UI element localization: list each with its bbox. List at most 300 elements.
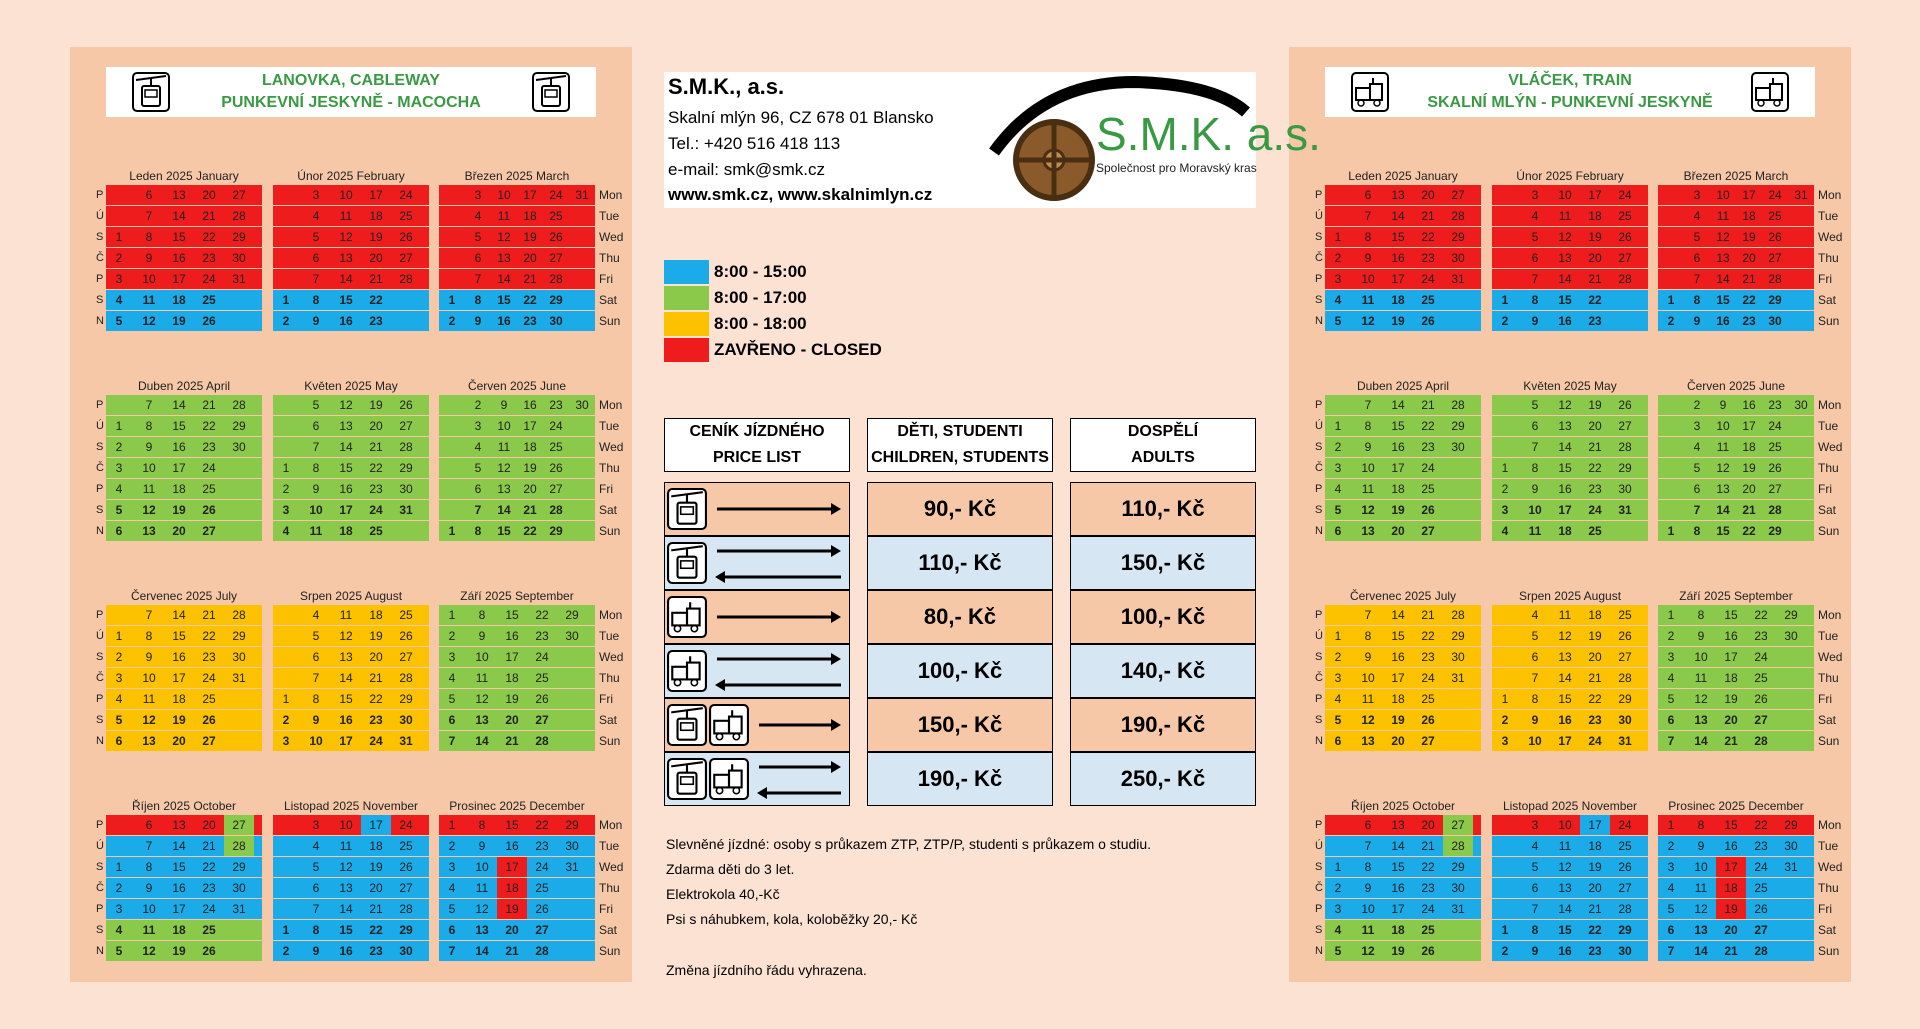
day-cell: 30	[1618, 944, 1632, 958]
day-name-en: Tue	[1818, 209, 1839, 223]
day-cell: 11	[142, 293, 156, 307]
day-cell: 10	[142, 671, 156, 685]
day-cell: 19	[1742, 230, 1756, 244]
day-cell: 16	[172, 251, 186, 265]
day-name-en: Wed	[599, 860, 624, 874]
price-children	[867, 644, 1053, 698]
day-cell: 18	[172, 923, 186, 937]
week-row	[1492, 416, 1648, 436]
day-letter: Ú	[1315, 420, 1323, 432]
day-cell: 2	[115, 650, 123, 664]
day-cell: 19	[369, 629, 383, 643]
day-cell: 9	[1531, 713, 1539, 727]
week-row	[1492, 920, 1648, 940]
day-cell: 10	[1558, 818, 1572, 832]
day-cell: 27	[1618, 251, 1632, 265]
day-cell: 13	[1558, 650, 1572, 664]
day-name-en: Sat	[1818, 923, 1837, 937]
month-title: Září 2025 September	[1679, 589, 1793, 603]
day-cell: 5	[1693, 230, 1701, 244]
day-cell: 21	[1588, 902, 1602, 916]
day-cell: 20	[505, 923, 519, 937]
price-adults	[1070, 752, 1256, 806]
week-row	[1325, 920, 1481, 940]
week-row	[1325, 311, 1481, 331]
day-cell: 25	[1421, 692, 1435, 706]
day-cell: 14	[1716, 503, 1730, 517]
day-cell: 26	[202, 314, 216, 328]
day-cell: 30	[1451, 251, 1465, 265]
day-cell: 6	[448, 713, 456, 727]
day-name-en: Wed	[1818, 650, 1843, 664]
day-cell: 18	[1588, 209, 1602, 223]
train-subtitle: SKALNÍ MLÝN - PUNKEVNÍ JESKYNĚ	[1427, 94, 1713, 111]
day-cell: 10	[142, 272, 156, 286]
week-row	[1492, 710, 1648, 730]
train-banner	[1325, 67, 1815, 117]
week-row	[439, 290, 595, 310]
day-cell: 19	[1724, 902, 1738, 916]
day-cell: 24	[1421, 671, 1435, 685]
day-cell: 3	[1667, 650, 1675, 664]
day-letter: P	[1315, 273, 1323, 285]
day-cell: 29	[1618, 923, 1632, 937]
week-row	[273, 857, 429, 877]
day-cell: 11	[475, 881, 489, 895]
day-cell: 4	[1334, 692, 1342, 706]
day-cell: 19	[1588, 860, 1602, 874]
week-row	[1492, 605, 1648, 625]
day-cell: 28	[1768, 272, 1782, 286]
day-cell: 11	[339, 608, 353, 622]
day-cell: 23	[1421, 251, 1435, 265]
legend-swatch-blue	[664, 260, 709, 284]
day-cell: 18	[1724, 881, 1738, 895]
day-cell: 26	[535, 692, 549, 706]
day-cell: 3	[115, 272, 123, 286]
day-cell: 6	[1364, 188, 1372, 202]
day-cell: 8	[312, 461, 320, 475]
day-name-en: Tue	[599, 209, 620, 223]
day-cell: 14	[475, 734, 489, 748]
price-header-route-cz: CENÍK JÍZDNÉHO	[689, 423, 825, 440]
week-row	[1658, 878, 1814, 898]
day-name-en: Mon	[1818, 608, 1842, 622]
price-children-value: 110,- Kč	[918, 550, 1002, 575]
day-cell: 15	[339, 692, 353, 706]
day-cell: 28	[535, 944, 549, 958]
day-cell: 23	[202, 881, 216, 895]
day-cell: 3	[1693, 188, 1701, 202]
day-cell: 18	[523, 440, 537, 454]
week-row	[1492, 521, 1648, 541]
day-cell: 4	[448, 881, 456, 895]
day-letter: Č	[1315, 252, 1323, 264]
day-cell: 7	[474, 272, 482, 286]
day-cell: 17	[172, 671, 186, 685]
day-cell: 29	[232, 629, 246, 643]
day-cell: 28	[399, 671, 413, 685]
day-cell: 23	[1742, 314, 1756, 328]
day-cell: 26	[1768, 230, 1782, 244]
day-cell: 14	[172, 209, 186, 223]
logo-subtitle: Společnost pro Moravský kras	[1096, 161, 1257, 175]
day-cell: 15	[497, 524, 511, 538]
day-cell: 27	[1421, 524, 1435, 538]
day-cell: 24	[1754, 860, 1768, 874]
day-name-en: Wed	[599, 440, 624, 454]
day-cell: 20	[523, 482, 537, 496]
day-cell: 29	[232, 419, 246, 433]
day-cell: 26	[1618, 629, 1632, 643]
day-cell: 20	[523, 251, 537, 265]
day-cell: 22	[523, 293, 537, 307]
price-adults-value: 150,- Kč	[1120, 550, 1206, 575]
day-cell: 30	[399, 482, 413, 496]
day-cell: 5	[448, 902, 456, 916]
day-name-en: Sat	[599, 293, 618, 307]
month-title: Červen 2025 June	[1686, 379, 1786, 393]
week-row	[1658, 815, 1814, 835]
company-web[interactable]: www.smk.cz, www.skalnimlyn.cz	[668, 185, 933, 204]
week-row	[273, 815, 429, 835]
day-cell: 26	[1618, 230, 1632, 244]
day-cell: 15	[172, 230, 186, 244]
day-cell: 28	[1768, 503, 1782, 517]
day-cell: 25	[399, 209, 413, 223]
day-cell: 5	[1693, 461, 1701, 475]
month-title: Srpen 2025 August	[299, 589, 403, 603]
month-title: Leden 2025 January	[1348, 169, 1458, 183]
month-title: Září 2025 September	[460, 589, 574, 603]
day-cell: 6	[115, 734, 123, 748]
day-cell: 19	[1588, 398, 1602, 412]
day-cell: 6	[115, 524, 123, 538]
day-cell: 21	[505, 944, 519, 958]
day-cell: 12	[339, 230, 353, 244]
week-row	[1492, 269, 1648, 289]
day-cell: 5	[1667, 902, 1675, 916]
day-cell: 17	[1724, 650, 1738, 664]
day-cell: 17	[505, 650, 519, 664]
day-cell: 9	[1693, 314, 1701, 328]
day-cell: 17	[1391, 671, 1405, 685]
day-cell: 20	[1421, 818, 1435, 832]
day-cell: 23	[1768, 398, 1782, 412]
day-cell: 1	[1334, 629, 1342, 643]
day-cell: 13	[1558, 251, 1572, 265]
week-row	[439, 416, 595, 436]
day-cell: 1	[1667, 818, 1675, 832]
company-email[interactable]: e-mail: smk@smk.cz	[668, 160, 826, 179]
day-cell: 3	[312, 188, 320, 202]
day-cell: 25	[549, 209, 563, 223]
month-title: Květen 2025 May	[304, 379, 398, 393]
day-cell: 15	[1716, 293, 1730, 307]
day-name-en: Tue	[1818, 419, 1839, 433]
price-children-value: 150,- Kč	[917, 712, 1003, 737]
week-row	[439, 227, 595, 247]
day-cell: 27	[1451, 818, 1465, 832]
day-cell: 26	[1421, 314, 1435, 328]
day-cell: 31	[1451, 671, 1465, 685]
week-row	[273, 878, 429, 898]
day-cell: 20	[172, 524, 186, 538]
day-cell: 2	[282, 482, 290, 496]
day-cell: 13	[172, 188, 186, 202]
day-cell: 2	[115, 251, 123, 265]
day-cell: 25	[202, 692, 216, 706]
day-cell: 12	[475, 902, 489, 916]
day-cell: 18	[172, 293, 186, 307]
day-cell: 1	[1334, 230, 1342, 244]
day-letter: S	[96, 714, 104, 726]
day-letter: Č	[1315, 672, 1323, 684]
day-cell: 29	[399, 692, 413, 706]
day-cell: 8	[478, 608, 486, 622]
day-cell: 11	[1361, 692, 1375, 706]
week-row	[106, 878, 262, 898]
one-way-arrow-icon	[713, 483, 843, 540]
day-cell: 15	[505, 818, 519, 832]
day-letter: P	[96, 399, 104, 411]
day-cell: 21	[505, 734, 519, 748]
week-row	[1492, 227, 1648, 247]
day-cell: 16	[339, 944, 353, 958]
day-cell: 6	[1693, 251, 1701, 265]
day-cell: 5	[1531, 230, 1539, 244]
day-cell: 29	[1784, 818, 1798, 832]
day-cell: 3	[312, 818, 320, 832]
day-cell: 25	[535, 671, 549, 685]
day-cell: 31	[575, 188, 589, 202]
day-cell: 3	[448, 860, 456, 874]
day-cell: 11	[1558, 839, 1572, 853]
day-cell: 3	[474, 188, 482, 202]
day-cell: 7	[145, 839, 153, 853]
day-letter: N	[1315, 525, 1323, 537]
week-row	[273, 479, 429, 499]
week-row	[273, 626, 429, 646]
day-cell: 9	[312, 314, 320, 328]
day-name-en: Fri	[599, 482, 613, 496]
day-cell: 29	[232, 860, 246, 874]
day-letter: S	[96, 861, 104, 873]
day-cell: 14	[1391, 608, 1405, 622]
day-cell: 27	[232, 188, 246, 202]
week-row	[1325, 437, 1481, 457]
price-children	[867, 482, 1053, 536]
day-cell: 5	[1334, 503, 1342, 517]
day-cell: 26	[535, 902, 549, 916]
day-cell: 27	[535, 713, 549, 727]
day-cell: 10	[475, 860, 489, 874]
week-row	[1325, 227, 1481, 247]
day-cell: 12	[497, 230, 511, 244]
day-cell: 15	[1716, 524, 1730, 538]
day-cell: 7	[1364, 608, 1372, 622]
note-changes-reserved: Změna jízdního řádu vyhrazena.	[666, 962, 867, 978]
day-cell: 14	[1558, 440, 1572, 454]
week-row	[106, 416, 262, 436]
day-cell: 23	[535, 629, 549, 643]
day-cell: 20	[369, 251, 383, 265]
day-cell: 22	[1742, 524, 1756, 538]
day-cell: 27	[1754, 923, 1768, 937]
day-cell: 8	[1697, 608, 1705, 622]
day-cell: 21	[202, 608, 216, 622]
week-row	[439, 920, 595, 940]
day-letter: Ú	[1315, 630, 1323, 642]
day-cell: 24	[399, 188, 413, 202]
week-row	[106, 437, 262, 457]
day-cell: 22	[1421, 629, 1435, 643]
week-row	[1492, 941, 1648, 961]
day-cell: 19	[369, 230, 383, 244]
day-cell: 23	[1421, 881, 1435, 895]
day-cell: 13	[339, 650, 353, 664]
day-cell: 4	[448, 671, 456, 685]
day-cell: 21	[1421, 608, 1435, 622]
day-name-en: Fri	[599, 272, 613, 286]
day-cell: 1	[1667, 608, 1675, 622]
day-cell: 1	[1501, 461, 1509, 475]
week-row	[273, 731, 429, 751]
day-name-en: Sun	[599, 734, 621, 748]
day-cell: 24	[1618, 818, 1632, 832]
day-cell: 7	[145, 608, 153, 622]
day-cell: 16	[1558, 482, 1572, 496]
day-name-en: Fri	[1818, 692, 1832, 706]
day-cell: 8	[1364, 629, 1372, 643]
week-row	[439, 899, 595, 919]
day-cell: 29	[549, 293, 563, 307]
day-letter: Č	[96, 882, 104, 894]
day-cell: 4	[115, 692, 123, 706]
day-cell: 4	[1693, 440, 1701, 454]
day-name-en: Mon	[1818, 398, 1842, 412]
day-cell: 13	[1716, 482, 1730, 496]
day-cell: 14	[497, 503, 511, 517]
price-route-cell	[664, 536, 850, 590]
day-cell: 24	[202, 461, 216, 475]
day-cell: 31	[232, 902, 246, 916]
day-cell: 28	[1618, 440, 1632, 454]
day-cell: 1	[448, 293, 456, 307]
day-cell: 12	[1361, 713, 1375, 727]
day-cell: 16	[1558, 713, 1572, 727]
week-row	[273, 458, 429, 478]
day-cell: 17	[505, 860, 519, 874]
week-row	[1325, 836, 1481, 856]
day-cell: 15	[1558, 923, 1572, 937]
day-cell: 25	[202, 923, 216, 937]
day-cell: 7	[145, 398, 153, 412]
day-cell: 27	[399, 650, 413, 664]
day-cell: 3	[448, 650, 456, 664]
day-cell: 1	[115, 230, 123, 244]
week-row	[1658, 500, 1814, 520]
day-letter: Ú	[96, 420, 104, 432]
day-cell: 4	[474, 209, 482, 223]
week-row	[1325, 521, 1481, 541]
day-cell: 2	[1334, 251, 1342, 265]
month-title: Březen 2025 March	[464, 169, 570, 183]
day-cell: 12	[1694, 692, 1708, 706]
day-cell: 8	[1364, 419, 1372, 433]
day-cell: 22	[202, 629, 216, 643]
cableway-icon	[667, 757, 707, 806]
week-row	[106, 185, 262, 205]
day-cell: 16	[1724, 629, 1738, 643]
day-cell: 28	[1618, 272, 1632, 286]
day-cell: 5	[1334, 713, 1342, 727]
week-row	[1492, 857, 1648, 877]
day-cell: 17	[1588, 188, 1602, 202]
day-cell: 22	[202, 860, 216, 874]
day-cell: 27	[1618, 881, 1632, 895]
week-row	[1325, 815, 1481, 835]
day-letter: S	[96, 651, 104, 663]
day-cell: 29	[565, 818, 579, 832]
day-cell: 12	[1558, 629, 1572, 643]
day-cell: 19	[172, 503, 186, 517]
day-cell: 3	[1667, 860, 1675, 874]
week-row	[106, 626, 262, 646]
day-cell: 23	[1421, 440, 1435, 454]
day-cell: 2	[1334, 881, 1342, 895]
day-cell: 14	[172, 839, 186, 853]
day-cell: 12	[1716, 461, 1730, 475]
day-cell: 31	[232, 671, 246, 685]
day-cell: 9	[1531, 944, 1539, 958]
day-cell: 8	[312, 923, 320, 937]
day-cell: 9	[1364, 650, 1372, 664]
day-cell: 4	[1334, 923, 1342, 937]
day-cell: 26	[1421, 944, 1435, 958]
day-cell: 23	[202, 650, 216, 664]
day-cell: 5	[474, 230, 482, 244]
day-cell: 2	[115, 881, 123, 895]
week-row	[1325, 248, 1481, 268]
week-row	[1492, 836, 1648, 856]
note-dogs-bikes: Psi s náhubkem, kola, koloběžky 20,- Kč	[666, 911, 918, 927]
day-cell: 5	[115, 503, 123, 517]
day-cell: 13	[1558, 881, 1572, 895]
price-adults	[1070, 698, 1256, 752]
day-cell: 1	[1501, 692, 1509, 706]
week-row	[1492, 647, 1648, 667]
week-row	[273, 248, 429, 268]
week-row	[1325, 269, 1481, 289]
week-row	[273, 941, 429, 961]
day-name-en: Mon	[599, 818, 623, 832]
day-cell: 15	[1391, 860, 1405, 874]
week-row	[273, 899, 429, 919]
day-cell: 2	[282, 713, 290, 727]
day-cell: 22	[1588, 293, 1602, 307]
day-cell: 28	[1451, 398, 1465, 412]
day-cell: 31	[565, 860, 579, 874]
day-cell: 10	[1361, 902, 1375, 916]
day-cell: 30	[575, 398, 589, 412]
day-cell: 15	[339, 293, 353, 307]
day-cell: 30	[565, 839, 579, 853]
week-row	[439, 500, 595, 520]
day-cell: 31	[1784, 860, 1798, 874]
day-name-en: Sat	[1818, 713, 1837, 727]
day-cell: 9	[312, 944, 320, 958]
